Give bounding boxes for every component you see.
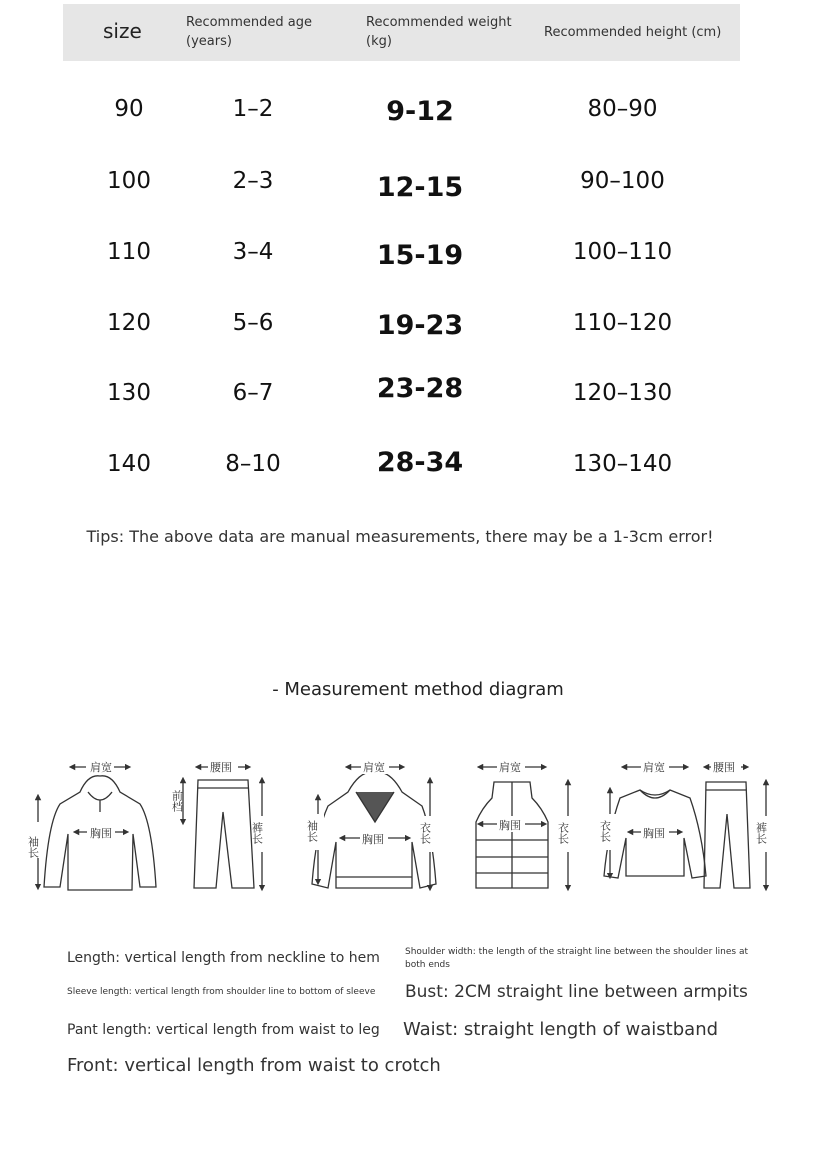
vest-illustration: [476, 782, 548, 888]
cell-weight: 9-12: [386, 96, 454, 127]
note-bust: Bust: 2CM straight line between armpits: [405, 982, 748, 1002]
label-chest: 胸围: [643, 827, 665, 840]
cell-size: 130: [107, 380, 151, 406]
note-length: Length: vertical length from neckline to hem: [67, 950, 380, 966]
cell-weight: 19-23: [376, 310, 464, 341]
cell-size: 90: [114, 96, 144, 122]
table-row: [0, 239, 800, 279]
label-length: 衣长: [598, 820, 612, 842]
table-row: [0, 310, 800, 350]
note-shoulder: [405, 946, 748, 972]
cell-age: 8–10: [225, 451, 281, 477]
cell-weight: 15-19: [376, 240, 464, 271]
label-chest: 胸围: [362, 833, 384, 846]
table-row: [0, 96, 800, 136]
note-waist: Waist: straight length of waistband: [403, 1019, 719, 1040]
tips-text: Tips: The above data are manual measurements, there may be a 1-3cm error!: [86, 527, 714, 546]
header-age-line2: (years): [186, 34, 232, 49]
note-shoulder-line2: both ends: [405, 960, 450, 970]
cell-size: 140: [107, 451, 151, 477]
cell-size: 100: [107, 168, 151, 194]
cell-height: 100–110: [572, 239, 673, 265]
note-shoulder-line1: Shoulder width: the length of the straight line between the shoulder lines at: [405, 947, 748, 957]
label-shoulder: 肩宽: [363, 761, 385, 774]
label-shoulder: 肩宽: [90, 761, 112, 774]
hoodie-illustration: [312, 772, 436, 888]
label-chest: 胸围: [90, 827, 112, 840]
label-sleeve: 袖长: [305, 820, 319, 842]
pants-illustration: [194, 780, 254, 888]
cell-age: 1–2: [232, 96, 274, 122]
header-weight: [366, 13, 512, 51]
cell-size: 120: [107, 310, 151, 336]
cell-age: 5–6: [232, 310, 274, 336]
label-front: 前档: [170, 790, 184, 812]
header-height: Recommended height (cm): [544, 25, 722, 40]
cell-height: 80–90: [587, 96, 658, 122]
header-age-line1: Recommended age: [186, 15, 312, 30]
table-row: [0, 373, 800, 420]
cell-size: 110: [107, 239, 151, 265]
note-front: Front: vertical length from waist to crotch: [67, 1055, 441, 1076]
cell-weight: 12-15: [376, 172, 464, 203]
table-row: [0, 447, 800, 491]
cell-height: 130–140: [572, 451, 673, 477]
cell-height: 90–100: [580, 168, 665, 194]
header-weight-line1: Recommended weight: [366, 15, 512, 30]
label-pant: 裤长: [250, 822, 264, 844]
header-size: size: [103, 19, 142, 43]
header-age: [186, 13, 312, 51]
cell-age: 2–3: [232, 168, 274, 194]
pants-illustration: [704, 782, 750, 888]
note-sleeve: Sleeve length: vertical length from shoulder line to bottom of sleeve: [67, 987, 376, 997]
measurement-title: - Measurement method diagram: [272, 679, 564, 700]
cell-height: 120–130: [572, 380, 673, 406]
label-sleeve: 袖长: [26, 836, 40, 858]
table-row: [0, 168, 800, 208]
label-chest: 胸围: [499, 819, 521, 832]
size-table-header: [63, 4, 740, 61]
measurement-diagram: [26, 752, 780, 902]
header-weight-line2: (kg): [366, 34, 392, 49]
label-length: 衣长: [556, 822, 570, 844]
label-shoulder: 肩宽: [643, 761, 665, 774]
label-shoulder: 肩宽: [499, 761, 521, 774]
label-length: 衣长: [418, 822, 432, 844]
note-pant: Pant length: vertical length from waist to leg: [67, 1022, 380, 1038]
cell-weight: 23-28: [376, 373, 464, 404]
cell-age: 6–7: [232, 380, 274, 406]
label-waist: 腰围: [210, 761, 232, 774]
cell-weight: 28-34: [376, 447, 464, 478]
cell-height: 110–120: [572, 310, 673, 336]
label-waist: 腰围: [713, 761, 735, 774]
cell-age: 3–4: [232, 239, 274, 265]
label-pant: 裤长: [754, 822, 768, 844]
